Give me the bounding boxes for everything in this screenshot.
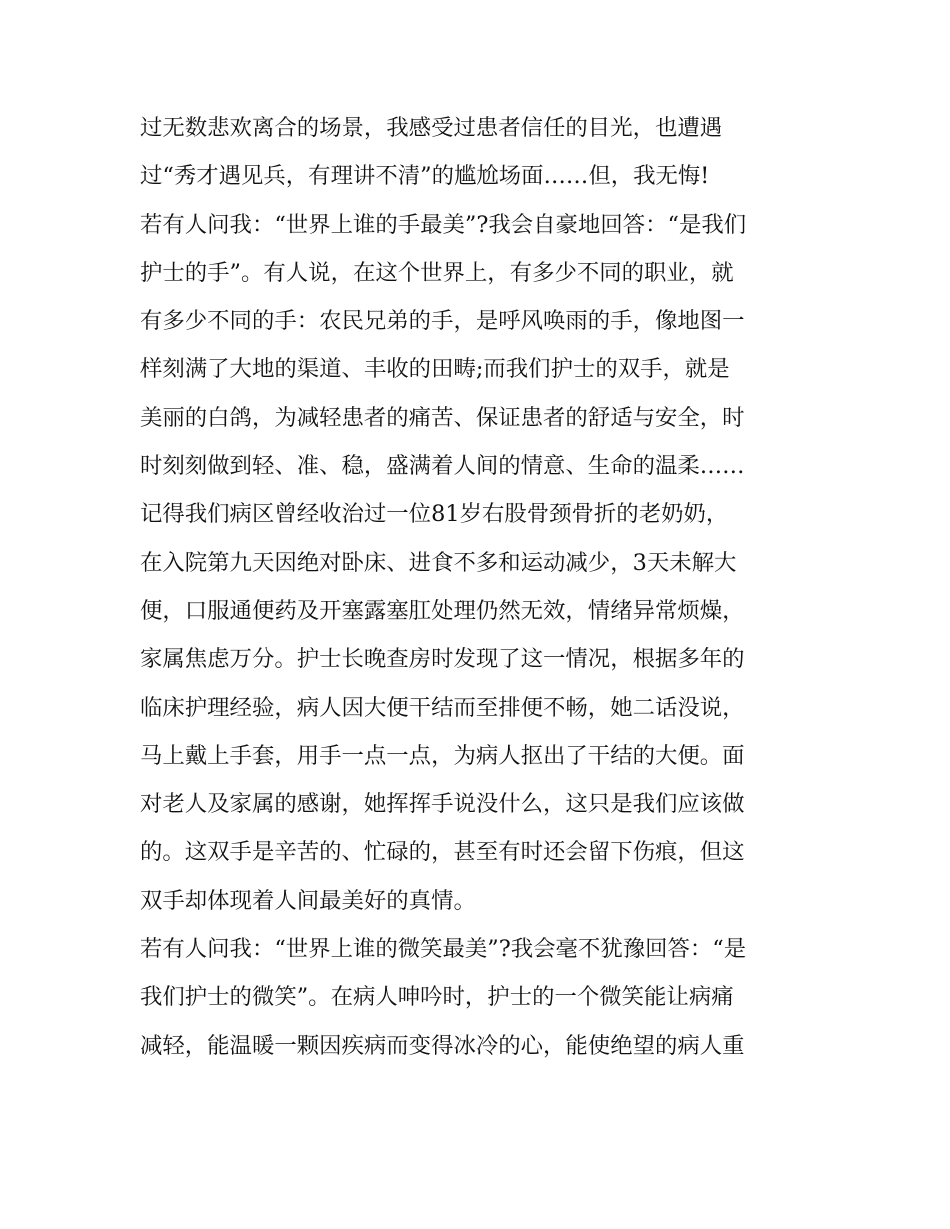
document-body xyxy=(140,104,812,1070)
text-line: 双手却体现着人间最美好的真情。 xyxy=(140,887,476,914)
text-line: 马上戴上手套，用手一点一点，为病人抠出了干结的大便。面 xyxy=(140,742,745,769)
text-line: 美丽的白鸽，为减轻患者的痛苦、保证患者的舒适与安全，时 xyxy=(140,404,745,431)
text-line: 记得我们病区曾经收治过一位81岁右股骨颈骨折的老奶奶， xyxy=(140,501,729,528)
text-line: 临床护理经验，病人因大便干结而至排便不畅，她二话没说， xyxy=(140,694,745,721)
text-line: 时刻刻做到轻、准、稳，盛满着人间的情意、生命的温柔…… xyxy=(140,453,745,480)
text-line: 过无数悲欢离合的场景，我感受过患者信任的目光，也遭遇 xyxy=(140,115,723,141)
text-line: 的。这双手是辛苦的、忙碌的，甚至有时还会留下伤痕，但这 xyxy=(140,839,745,866)
text-line: 样刻满了大地的渠道、丰收的田畴;而我们护士的双手，就是 xyxy=(140,356,730,383)
text-line: 有多少不同的手：农民兄弟的手，是呼风唤雨的手，像地图一 xyxy=(140,308,745,335)
text-line: 若有人问我：“世界上谁的手最美”?我会自豪地回答：“是我们 xyxy=(140,211,747,238)
text-line: 便，口服通便药及开塞露塞肛处理仍然无效，情绪异常烦燥， xyxy=(140,597,745,624)
text-line: 在入院第九天因绝对卧床、进食不多和运动减少，3天未解大 xyxy=(140,549,737,576)
text-line: 家属焦虑万分。护士长晚查房时发现了这一情况，根据多年的 xyxy=(140,646,745,673)
text-line: 我们护士的微笑”。在病人呻吟时，护士的一个微笑能让病痛 xyxy=(140,984,734,1011)
text-line: 若有人问我：“世界上谁的微笑最美”?我会毫不犹豫回答：“是 xyxy=(140,936,747,963)
text-line: 过“秀才遇见兵，有理讲不清”的尴尬场面……但，我无悔! xyxy=(140,163,710,190)
text-line: 护士的手”。有人说，在这个世界上，有多少不同的职业，就 xyxy=(140,259,734,286)
text-line: 减轻，能温暖一颗因疾病而变得冰冷的心，能使绝望的病人重 xyxy=(140,1032,745,1059)
text-line: 对老人及家属的感谢，她挥挥手说没什么，这只是我们应该做 xyxy=(140,791,745,818)
